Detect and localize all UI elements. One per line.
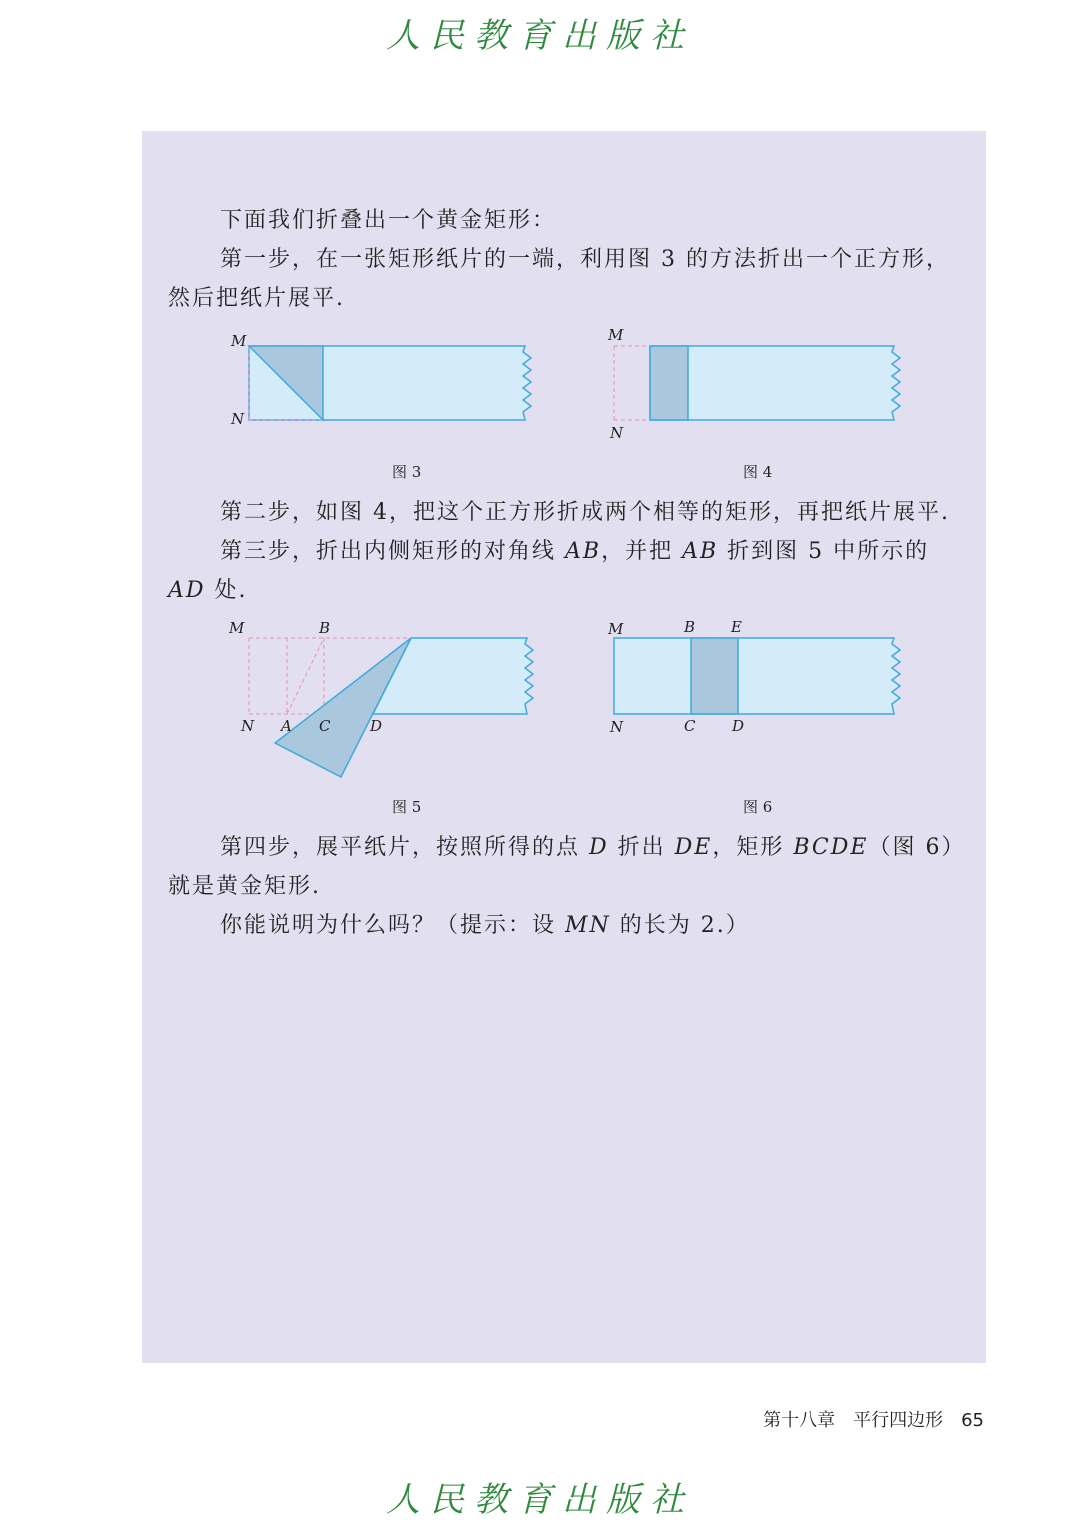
figure-4: [600, 324, 920, 444]
paragraph-step4: [168, 828, 968, 906]
fig5-label-a: A: [281, 717, 292, 735]
page-footer: [745, 1406, 984, 1432]
figure-6: [600, 612, 920, 742]
fig5-caption: 图 5: [392, 798, 422, 816]
fig6-caption: 图 6: [743, 798, 773, 816]
fig3-caption: 图 3: [392, 463, 422, 481]
step3-ab-2: AB: [682, 539, 719, 564]
step4-bcde: BCDE: [793, 835, 869, 860]
publisher-logo-bottom: 人民教育出版社: [386, 1480, 694, 1520]
figure-3: [225, 330, 545, 430]
step4-line2: 就是黄金矩形.: [168, 874, 321, 899]
step2-text: 第二步，如图 4，把这个正方形折成两个相等的矩形，再把纸片展平.: [220, 500, 950, 525]
step1-line1: 第一步，在一张矩形纸片的一端，利用图 3 的方法折出一个正方形，: [220, 247, 950, 272]
step3-text-1: 第三步，折出内侧矩形的对角线: [220, 539, 565, 564]
step3-ab-1: AB: [565, 539, 602, 564]
fig6-label-e: E: [731, 618, 742, 636]
figure-5: [225, 615, 545, 785]
question-text-1: 你能说明为什么吗？（提示：设: [220, 913, 565, 938]
step3-text-2: ，并把: [601, 539, 683, 564]
paragraph-step1: [168, 240, 968, 318]
fig6-label-d: D: [732, 717, 745, 735]
fig4-caption: 图 4: [743, 463, 773, 481]
fig6-label-n: N: [610, 718, 624, 736]
publisher-logo-top: 人民教育出版社: [386, 16, 694, 56]
fig5-label-m: M: [229, 619, 245, 637]
step4-text-3: ，矩形: [712, 835, 794, 860]
fig3-label-m: M: [231, 332, 247, 350]
question-mn: MN: [565, 913, 611, 938]
fig4-label-m: M: [608, 326, 624, 344]
fig3-label-n: N: [231, 410, 245, 428]
intro-text: 下面我们折叠出一个黄金矩形：: [220, 208, 557, 233]
fig6-label-m: M: [608, 620, 624, 638]
page-number: 65: [961, 1410, 984, 1431]
step4-text-2: 折出: [608, 835, 675, 860]
step3-ad: AD: [168, 578, 206, 603]
fig5-label-c: C: [319, 717, 331, 735]
fig4-label-n: N: [610, 424, 624, 442]
step4-d: D: [589, 835, 609, 860]
step3-text-3: 折到图 5 中所示的: [718, 539, 930, 564]
step4-text-1: 第四步，展平纸片，按照所得的点: [220, 835, 589, 860]
fig5-label-n: N: [241, 717, 255, 735]
footer-section: 平行四边形: [853, 1410, 944, 1431]
step4-de: DE: [674, 835, 713, 860]
fig6-label-c: C: [684, 717, 696, 735]
step4-text-4: （图 6）: [868, 835, 966, 860]
step1-line2: 然后把纸片展平.: [168, 286, 345, 311]
step3-text-4: 处.: [205, 578, 248, 603]
paragraph-intro: [168, 201, 968, 240]
fig6-label-b: B: [684, 618, 696, 636]
paragraph-question: [168, 906, 968, 945]
footer-chapter: 第十八章: [763, 1410, 836, 1431]
question-text-2: 的长为 2.）: [610, 913, 750, 938]
paragraph-step2: [168, 493, 968, 532]
paragraph-step3: [168, 532, 968, 610]
fig5-label-b: B: [319, 619, 331, 637]
fig5-label-d: D: [370, 717, 383, 735]
